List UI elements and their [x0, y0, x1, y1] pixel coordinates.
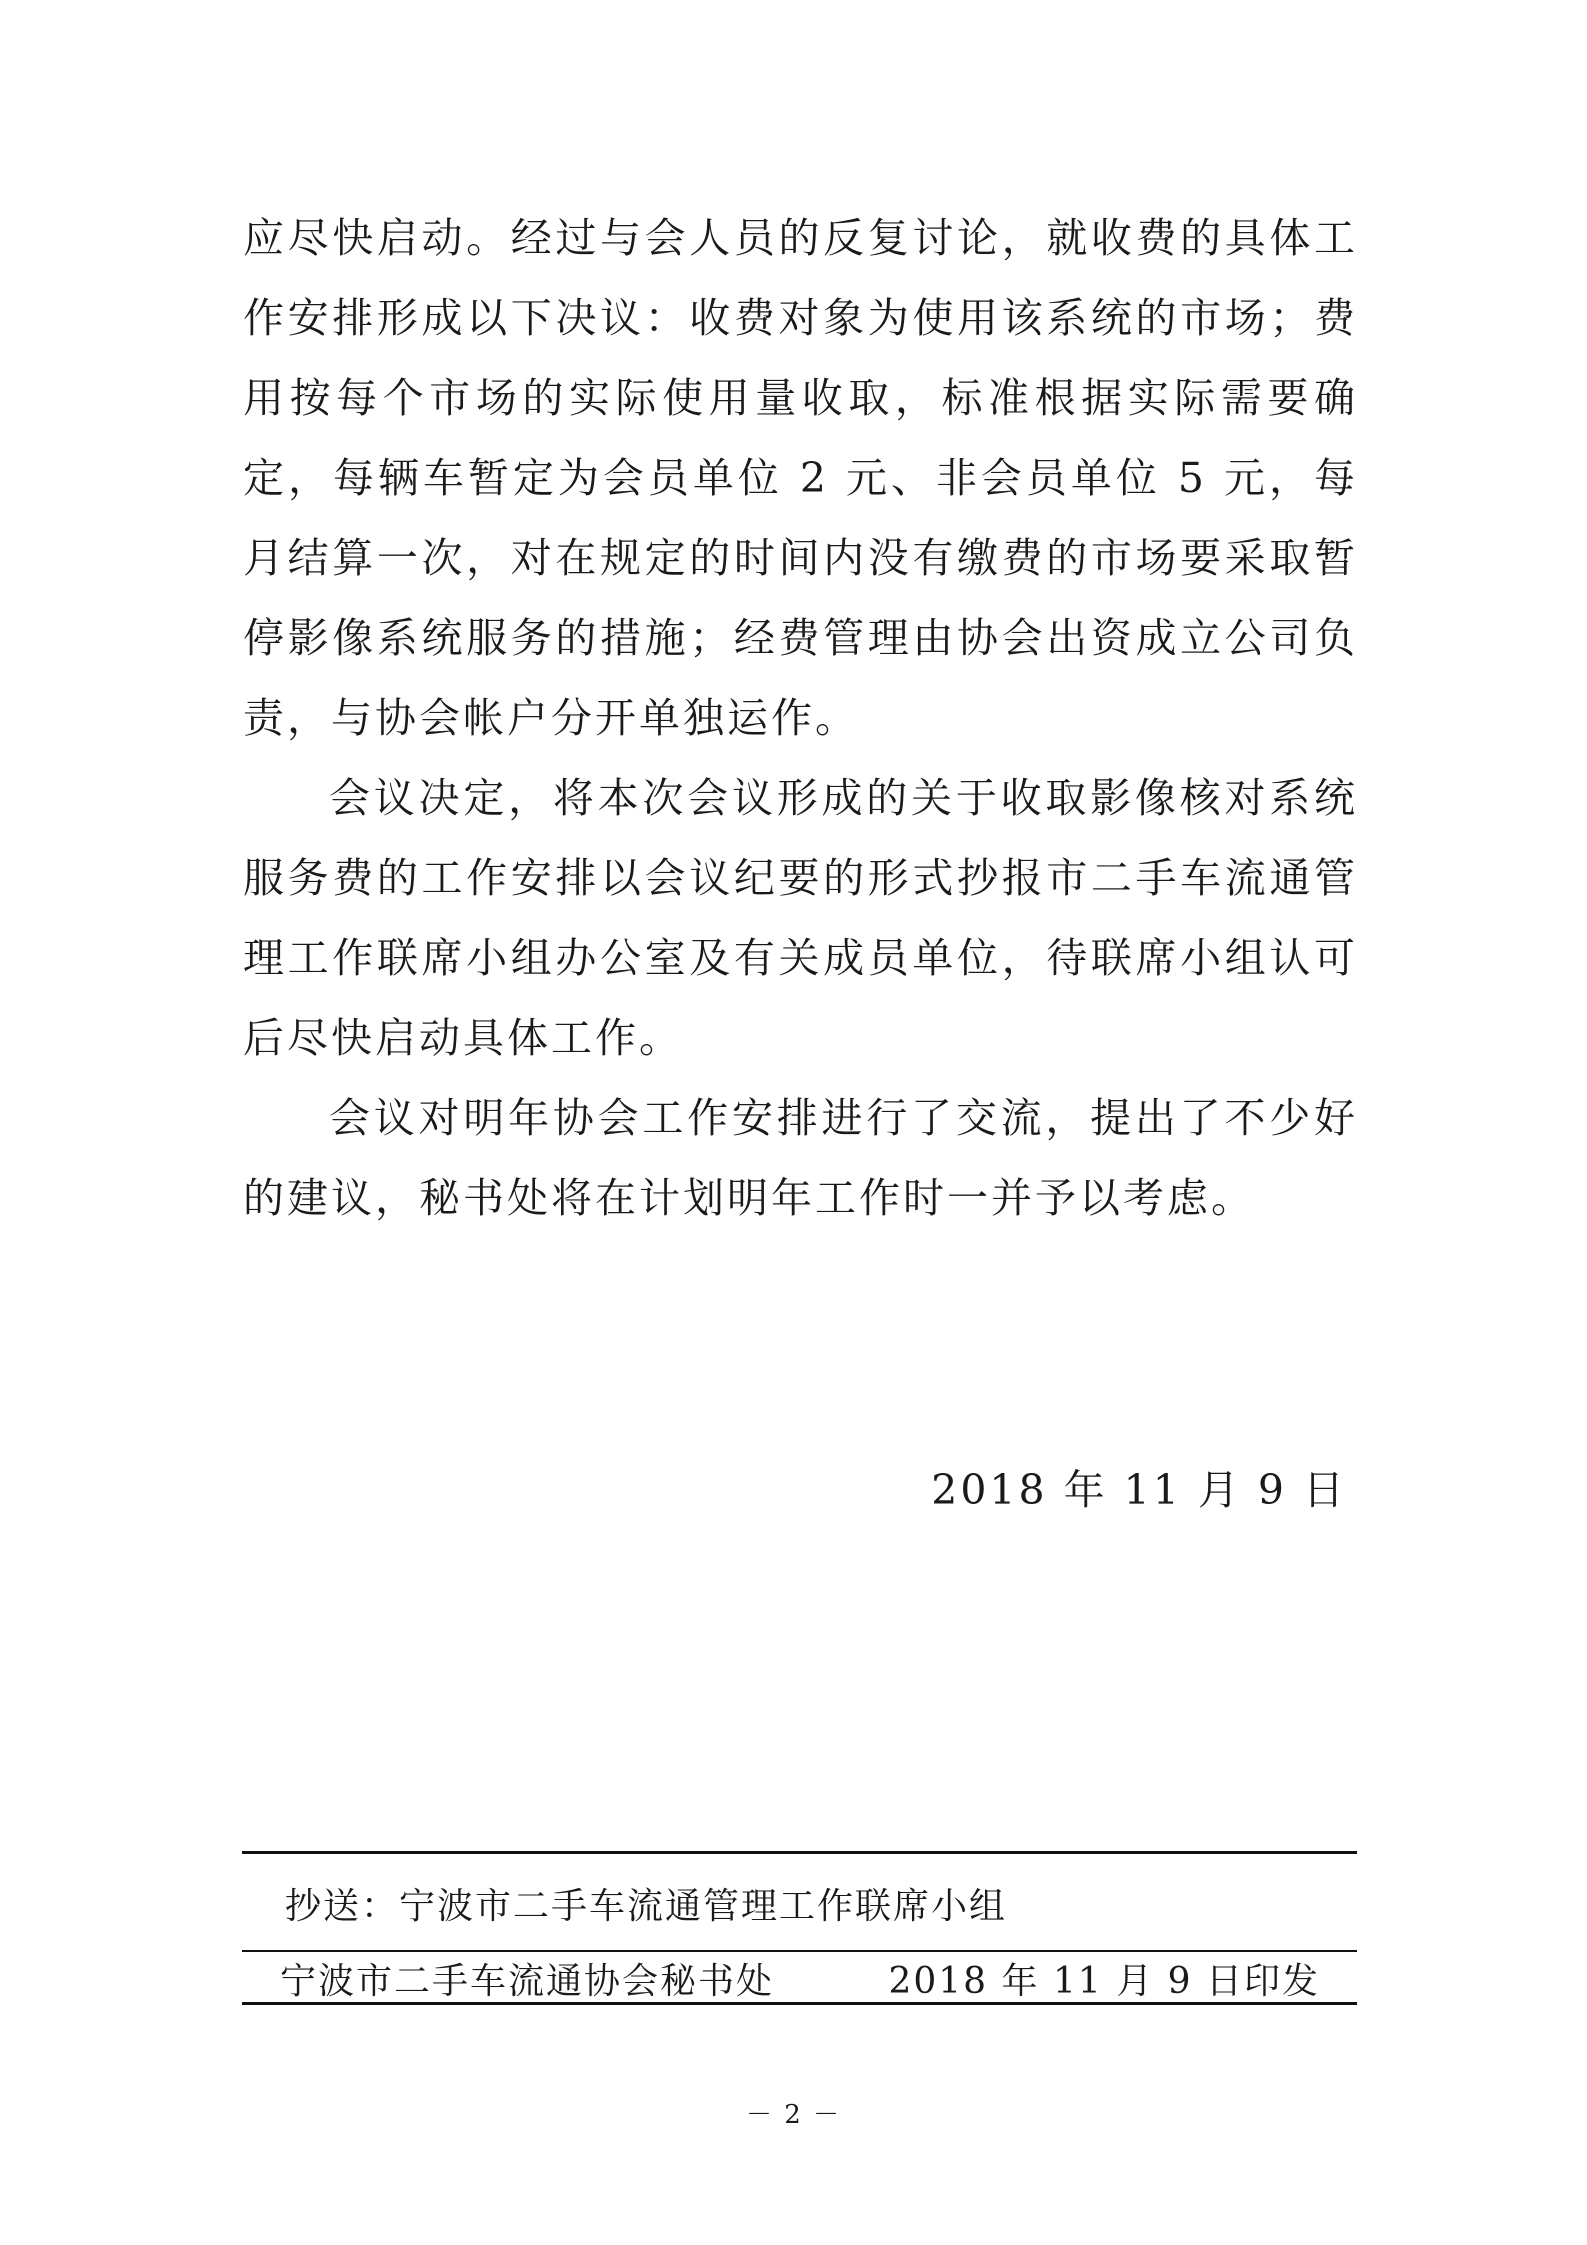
paragraph-meeting-decision: 会议决定，将本次会议形成的关于收取影像核对系统服务费的工作安排以会议纪要的形式抄报市二手车流通管理工作联席小组办公室及有关成员单位，待联席小组认可后尽快启动具体工作。: [243, 774, 1358, 1062]
cc-recipients: 抄送：宁波市二手车流通管理工作联席小组: [285, 1886, 1008, 1927]
issue-date: 2018 年 11 月 9 日印发: [888, 1961, 1320, 2002]
paragraph-next-year-plan: 会议对明年协会工作安排进行了交流，提出了不少好的建议，秘书处将在计划明年工作时一并予以考虑。: [243, 1094, 1358, 1222]
footer-divider-top: [242, 1851, 1357, 1854]
issuer-name: 宁波市二手车流通协会秘书处: [280, 1961, 775, 2002]
footer-divider-bottom: [242, 2002, 1357, 2005]
signature-date: 2018 年 11 月 9 日: [931, 1466, 1347, 1514]
body-text: [243, 198, 1358, 1238]
page-number: － 2 －: [745, 2100, 842, 2130]
paragraph-continuation: 应尽快启动。经过与会人员的反复讨论，就收费的具体工作安排形成以下决议：收费对象为使用该系统的市场；费用按每个市场的实际使用量收取，标准根据实际需要确定，每辆车暂定为会员单位 2 元、非会员单位 5 元，每月结算一次，对在规定的时间内没有缴费的市场要采取暂停影像系统服务的措施；经费管理由协会出资成立公司负责，与协会帐户分开单独运作。: [243, 214, 1358, 742]
